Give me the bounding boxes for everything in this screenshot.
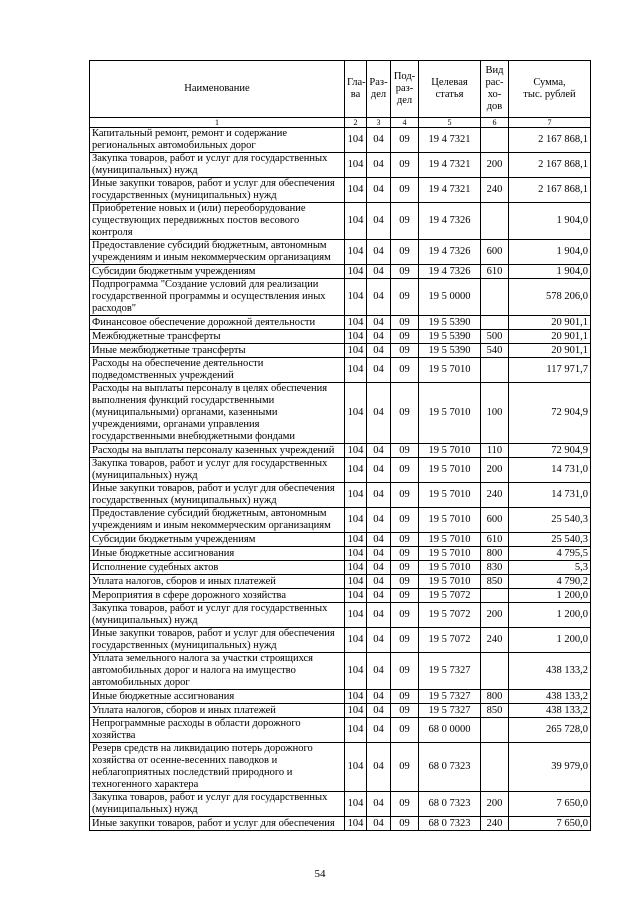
table-row xyxy=(90,690,591,704)
cell-glava: 104 xyxy=(345,603,367,628)
cell-vid: 600 xyxy=(481,240,509,265)
cell-podrazdel: 09 xyxy=(391,690,419,704)
cell-glava: 104 xyxy=(345,483,367,508)
cell-name: Расходы на обеспечение деятельности подведомственных учреждений xyxy=(90,358,345,383)
column-number: 2 xyxy=(345,118,367,128)
cell-podrazdel: 09 xyxy=(391,575,419,589)
table-row xyxy=(90,358,591,383)
column-number: 7 xyxy=(509,118,591,128)
cell-podrazdel: 09 xyxy=(391,561,419,575)
cell-name: Закупка товаров, работ и услуг для государственных (муниципальных) нужд xyxy=(90,153,345,178)
table-row xyxy=(90,792,591,817)
column-number: 5 xyxy=(419,118,481,128)
cell-glava: 104 xyxy=(345,153,367,178)
cell-vid: 100 xyxy=(481,383,509,444)
header-glava xyxy=(345,61,367,118)
cell-podrazdel: 09 xyxy=(391,653,419,690)
cell-razdel: 04 xyxy=(367,575,391,589)
cell-razdel: 04 xyxy=(367,653,391,690)
budget-table xyxy=(89,60,591,831)
cell-target: 19 5 7010 xyxy=(419,575,481,589)
cell-glava: 104 xyxy=(345,444,367,458)
cell-sum: 72 904,9 xyxy=(509,383,591,444)
cell-sum: 117 971,7 xyxy=(509,358,591,383)
cell-sum: 72 904,9 xyxy=(509,444,591,458)
cell-vid: 610 xyxy=(481,265,509,279)
table-row xyxy=(90,508,591,533)
header-razdel xyxy=(367,61,391,118)
cell-name: Капитальный ремонт, ремонт и содержание региональных автомобильных дорог xyxy=(90,128,345,153)
cell-podrazdel: 09 xyxy=(391,203,419,240)
table-row xyxy=(90,316,591,330)
cell-name: Предоставление субсидий бюджетным, автономным учреждениям и иным некоммерческим организациям xyxy=(90,240,345,265)
cell-name: Иные закупки товаров, работ и услуг для обеспечения государственных (муниципальных) нужд xyxy=(90,483,345,508)
cell-target: 19 5 5390 xyxy=(419,330,481,344)
table-row xyxy=(90,203,591,240)
cell-podrazdel: 09 xyxy=(391,743,419,792)
page-number: 54 xyxy=(314,868,326,880)
cell-glava: 104 xyxy=(345,743,367,792)
cell-glava: 104 xyxy=(345,589,367,603)
cell-podrazdel: 09 xyxy=(391,458,419,483)
cell-vid: 800 xyxy=(481,690,509,704)
cell-razdel: 04 xyxy=(367,817,391,831)
cell-vid: 800 xyxy=(481,547,509,561)
cell-glava: 104 xyxy=(345,344,367,358)
table-row xyxy=(90,817,591,831)
table-row xyxy=(90,153,591,178)
cell-vid xyxy=(481,279,509,316)
header-vid xyxy=(481,61,509,118)
cell-glava: 104 xyxy=(345,533,367,547)
cell-name: Иные закупки товаров, работ и услуг для обеспечения государственных (муниципальных) нужд xyxy=(90,628,345,653)
cell-sum: 2 167 868,1 xyxy=(509,178,591,203)
cell-podrazdel: 09 xyxy=(391,444,419,458)
cell-target: 19 5 5390 xyxy=(419,344,481,358)
cell-podrazdel: 09 xyxy=(391,344,419,358)
cell-target: 19 5 7327 xyxy=(419,690,481,704)
cell-razdel: 04 xyxy=(367,743,391,792)
cell-glava: 104 xyxy=(345,628,367,653)
cell-razdel: 04 xyxy=(367,128,391,153)
cell-sum: 25 540,3 xyxy=(509,508,591,533)
table-row xyxy=(90,533,591,547)
cell-sum: 14 731,0 xyxy=(509,483,591,508)
cell-sum: 7 650,0 xyxy=(509,792,591,817)
cell-razdel: 04 xyxy=(367,344,391,358)
table-row xyxy=(90,265,591,279)
cell-sum: 1 200,0 xyxy=(509,603,591,628)
table-row xyxy=(90,589,591,603)
table-row xyxy=(90,483,591,508)
cell-podrazdel: 09 xyxy=(391,279,419,316)
table-row xyxy=(90,603,591,628)
cell-sum: 2 167 868,1 xyxy=(509,153,591,178)
cell-target: 19 4 7321 xyxy=(419,153,481,178)
table-row xyxy=(90,704,591,718)
header-sum-text: Сумма, тыс. рублей xyxy=(523,77,576,100)
cell-razdel: 04 xyxy=(367,589,391,603)
column-number-row xyxy=(90,118,591,128)
cell-glava: 104 xyxy=(345,690,367,704)
cell-podrazdel: 09 xyxy=(391,153,419,178)
cell-podrazdel: 09 xyxy=(391,603,419,628)
cell-vid: 200 xyxy=(481,153,509,178)
cell-vid xyxy=(481,718,509,743)
cell-target: 19 5 7072 xyxy=(419,603,481,628)
cell-target: 19 5 7010 xyxy=(419,483,481,508)
table-row xyxy=(90,575,591,589)
header-name: Наименование xyxy=(90,61,345,118)
cell-podrazdel: 09 xyxy=(391,383,419,444)
cell-podrazdel: 09 xyxy=(391,265,419,279)
cell-target: 68 0 7323 xyxy=(419,792,481,817)
cell-name: Межбюджетные трансферты xyxy=(90,330,345,344)
cell-target: 19 5 7010 xyxy=(419,458,481,483)
column-number: 6 xyxy=(481,118,509,128)
cell-name: Субсидии бюджетным учреждениям xyxy=(90,533,345,547)
cell-podrazdel: 09 xyxy=(391,589,419,603)
cell-podrazdel: 09 xyxy=(391,704,419,718)
cell-sum: 20 901,1 xyxy=(509,316,591,330)
cell-razdel: 04 xyxy=(367,533,391,547)
cell-podrazdel: 09 xyxy=(391,178,419,203)
table-row xyxy=(90,628,591,653)
cell-glava: 104 xyxy=(345,817,367,831)
cell-sum: 2 167 868,1 xyxy=(509,128,591,153)
cell-name: Иные бюджетные ассигнования xyxy=(90,547,345,561)
cell-glava: 104 xyxy=(345,383,367,444)
table-row xyxy=(90,178,591,203)
cell-target: 68 0 0000 xyxy=(419,718,481,743)
table-row xyxy=(90,458,591,483)
cell-glava: 104 xyxy=(345,508,367,533)
cell-name: Субсидии бюджетным учреждениям xyxy=(90,265,345,279)
cell-name: Закупка товаров, работ и услуг для государственных (муниципальных) нужд xyxy=(90,792,345,817)
cell-podrazdel: 09 xyxy=(391,718,419,743)
cell-vid xyxy=(481,653,509,690)
cell-razdel: 04 xyxy=(367,458,391,483)
cell-sum: 14 731,0 xyxy=(509,458,591,483)
header-podrazdel xyxy=(391,61,419,118)
cell-vid: 110 xyxy=(481,444,509,458)
cell-sum: 438 133,2 xyxy=(509,653,591,690)
cell-razdel: 04 xyxy=(367,483,391,508)
column-number: 3 xyxy=(367,118,391,128)
cell-sum: 39 979,0 xyxy=(509,743,591,792)
header-podrazdel-text: Под- раз- дел xyxy=(393,71,416,106)
cell-target: 19 5 7010 xyxy=(419,383,481,444)
cell-name: Приобретение новых и (или) переоборудование существующих передвижных постов весового контроля xyxy=(90,203,345,240)
cell-razdel: 04 xyxy=(367,444,391,458)
cell-sum: 25 540,3 xyxy=(509,533,591,547)
cell-sum: 20 901,1 xyxy=(509,330,591,344)
cell-podrazdel: 09 xyxy=(391,817,419,831)
cell-vid: 200 xyxy=(481,458,509,483)
cell-name: Мероприятия в сфере дорожного хозяйства xyxy=(90,589,345,603)
cell-name: Закупка товаров, работ и услуг для государственных (муниципальных) нужд xyxy=(90,603,345,628)
cell-glava: 104 xyxy=(345,279,367,316)
cell-vid: 240 xyxy=(481,628,509,653)
cell-sum: 1 200,0 xyxy=(509,628,591,653)
cell-glava: 104 xyxy=(345,330,367,344)
cell-razdel: 04 xyxy=(367,603,391,628)
table-row xyxy=(90,653,591,690)
cell-glava: 104 xyxy=(345,458,367,483)
cell-target: 19 5 7010 xyxy=(419,533,481,547)
cell-name: Закупка товаров, работ и услуг для государственных (муниципальных) нужд xyxy=(90,458,345,483)
table-row xyxy=(90,444,591,458)
cell-vid: 200 xyxy=(481,792,509,817)
cell-name: Уплата земельного налога за участки строящихся автомобильных дорог и налога на имущество автомобильных дорог xyxy=(90,653,345,690)
cell-glava: 104 xyxy=(345,128,367,153)
cell-target: 19 5 7327 xyxy=(419,653,481,690)
cell-razdel: 04 xyxy=(367,718,391,743)
cell-glava: 104 xyxy=(345,240,367,265)
cell-sum: 438 133,2 xyxy=(509,690,591,704)
cell-target: 19 4 7321 xyxy=(419,128,481,153)
cell-sum: 578 206,0 xyxy=(509,279,591,316)
cell-vid: 240 xyxy=(481,483,509,508)
cell-sum: 20 901,1 xyxy=(509,344,591,358)
cell-target: 19 4 7326 xyxy=(419,240,481,265)
header-sum xyxy=(509,61,591,118)
cell-name: Уплата налогов, сборов и иных платежей xyxy=(90,575,345,589)
cell-sum: 7 650,0 xyxy=(509,817,591,831)
cell-sum: 265 728,0 xyxy=(509,718,591,743)
cell-target: 19 5 7072 xyxy=(419,628,481,653)
cell-razdel: 04 xyxy=(367,547,391,561)
cell-sum: 1 904,0 xyxy=(509,265,591,279)
cell-sum: 1 904,0 xyxy=(509,203,591,240)
header-vid-text: Вид рас- хо- дов xyxy=(485,65,504,112)
cell-glava: 104 xyxy=(345,561,367,575)
cell-razdel: 04 xyxy=(367,383,391,444)
cell-name: Иные закупки товаров, работ и услуг для обеспечения государственных (муниципальных) нужд xyxy=(90,178,345,203)
cell-vid xyxy=(481,203,509,240)
cell-target: 68 0 7323 xyxy=(419,743,481,792)
cell-vid: 540 xyxy=(481,344,509,358)
cell-podrazdel: 09 xyxy=(391,330,419,344)
column-number: 4 xyxy=(391,118,419,128)
cell-podrazdel: 09 xyxy=(391,508,419,533)
cell-sum: 5,3 xyxy=(509,561,591,575)
cell-vid xyxy=(481,358,509,383)
cell-vid xyxy=(481,128,509,153)
table-row xyxy=(90,743,591,792)
cell-vid: 240 xyxy=(481,817,509,831)
cell-glava: 104 xyxy=(345,547,367,561)
cell-name: Расходы на выплаты персоналу казенных учреждений xyxy=(90,444,345,458)
cell-name: Предоставление субсидий бюджетным, автономным учреждениям и иным некоммерческим организациям xyxy=(90,508,345,533)
cell-glava: 104 xyxy=(345,316,367,330)
cell-name: Иные закупки товаров, работ и услуг для обеспечения xyxy=(90,817,345,831)
cell-name: Резерв средств на ликвидацию потерь дорожного хозяйства от осенне-весенних паводков и неблагоприятных последствий природного и техногенного характера xyxy=(90,743,345,792)
cell-podrazdel: 09 xyxy=(391,316,419,330)
table-row xyxy=(90,547,591,561)
cell-vid xyxy=(481,589,509,603)
cell-podrazdel: 09 xyxy=(391,128,419,153)
table-row xyxy=(90,344,591,358)
cell-sum: 438 133,2 xyxy=(509,704,591,718)
cell-podrazdel: 09 xyxy=(391,358,419,383)
cell-target: 19 5 0000 xyxy=(419,279,481,316)
cell-razdel: 04 xyxy=(367,792,391,817)
table-body xyxy=(90,128,591,831)
cell-target: 19 5 5390 xyxy=(419,316,481,330)
cell-razdel: 04 xyxy=(367,508,391,533)
cell-vid: 850 xyxy=(481,704,509,718)
cell-target: 19 4 7321 xyxy=(419,178,481,203)
cell-vid xyxy=(481,743,509,792)
table-header-row xyxy=(90,61,591,118)
cell-razdel: 04 xyxy=(367,178,391,203)
cell-sum: 4 790,2 xyxy=(509,575,591,589)
cell-vid: 610 xyxy=(481,533,509,547)
header-glava-text: Гла- ва xyxy=(347,77,366,100)
cell-glava: 104 xyxy=(345,265,367,279)
table-row xyxy=(90,330,591,344)
cell-podrazdel: 09 xyxy=(391,792,419,817)
cell-glava: 104 xyxy=(345,704,367,718)
cell-target: 19 5 7010 xyxy=(419,547,481,561)
cell-podrazdel: 09 xyxy=(391,240,419,265)
cell-name: Исполнение судебных актов xyxy=(90,561,345,575)
cell-name: Непрограммные расходы в области дорожного хозяйства xyxy=(90,718,345,743)
cell-glava: 104 xyxy=(345,575,367,589)
cell-target: 19 5 7010 xyxy=(419,508,481,533)
cell-vid: 850 xyxy=(481,575,509,589)
cell-razdel: 04 xyxy=(367,704,391,718)
cell-target: 19 4 7326 xyxy=(419,203,481,240)
cell-target: 19 5 7072 xyxy=(419,589,481,603)
cell-name: Расходы на выплаты персоналу в целях обеспечения выполнения функций государственными (муниципальными) органами, казенными учреждениями, органами управления государственными внебюджетными фондами xyxy=(90,383,345,444)
cell-razdel: 04 xyxy=(367,628,391,653)
cell-sum: 1 200,0 xyxy=(509,589,591,603)
table-row xyxy=(90,128,591,153)
cell-podrazdel: 09 xyxy=(391,533,419,547)
cell-razdel: 04 xyxy=(367,316,391,330)
header-razdel-text: Раз- дел xyxy=(369,77,388,100)
cell-target: 19 5 7010 xyxy=(419,358,481,383)
header-target-text: Целевая статья xyxy=(431,77,468,100)
cell-sum: 1 904,0 xyxy=(509,240,591,265)
cell-target: 19 5 7010 xyxy=(419,444,481,458)
cell-target: 19 5 7010 xyxy=(419,561,481,575)
table-row xyxy=(90,718,591,743)
cell-vid: 500 xyxy=(481,330,509,344)
cell-name: Уплата налогов, сборов и иных платежей xyxy=(90,704,345,718)
cell-razdel: 04 xyxy=(367,279,391,316)
cell-razdel: 04 xyxy=(367,265,391,279)
cell-vid: 200 xyxy=(481,603,509,628)
table-row xyxy=(90,279,591,316)
cell-razdel: 04 xyxy=(367,203,391,240)
cell-target: 19 5 7327 xyxy=(419,704,481,718)
cell-podrazdel: 09 xyxy=(391,547,419,561)
table-row xyxy=(90,383,591,444)
cell-glava: 104 xyxy=(345,358,367,383)
cell-podrazdel: 09 xyxy=(391,483,419,508)
cell-target: 19 4 7326 xyxy=(419,265,481,279)
cell-vid: 600 xyxy=(481,508,509,533)
cell-glava: 104 xyxy=(345,178,367,203)
cell-glava: 104 xyxy=(345,653,367,690)
cell-sum: 4 795,5 xyxy=(509,547,591,561)
table-row xyxy=(90,240,591,265)
cell-glava: 104 xyxy=(345,792,367,817)
cell-razdel: 04 xyxy=(367,153,391,178)
header-target xyxy=(419,61,481,118)
table-row xyxy=(90,561,591,575)
cell-vid: 240 xyxy=(481,178,509,203)
cell-razdel: 04 xyxy=(367,561,391,575)
cell-vid: 830 xyxy=(481,561,509,575)
cell-vid xyxy=(481,316,509,330)
cell-name: Финансовое обеспечение дорожной деятельности xyxy=(90,316,345,330)
cell-name: Подпрограмма "Создание условий для реализации государственной программы и осуществления иных расходов" xyxy=(90,279,345,316)
cell-target: 68 0 7323 xyxy=(419,817,481,831)
cell-razdel: 04 xyxy=(367,330,391,344)
cell-name: Иные межбюджетные трансферты xyxy=(90,344,345,358)
cell-razdel: 04 xyxy=(367,690,391,704)
cell-razdel: 04 xyxy=(367,358,391,383)
cell-podrazdel: 09 xyxy=(391,628,419,653)
cell-name: Иные бюджетные ассигнования xyxy=(90,690,345,704)
column-number: 1 xyxy=(90,118,345,128)
cell-razdel: 04 xyxy=(367,240,391,265)
cell-glava: 104 xyxy=(345,203,367,240)
cell-glava: 104 xyxy=(345,718,367,743)
